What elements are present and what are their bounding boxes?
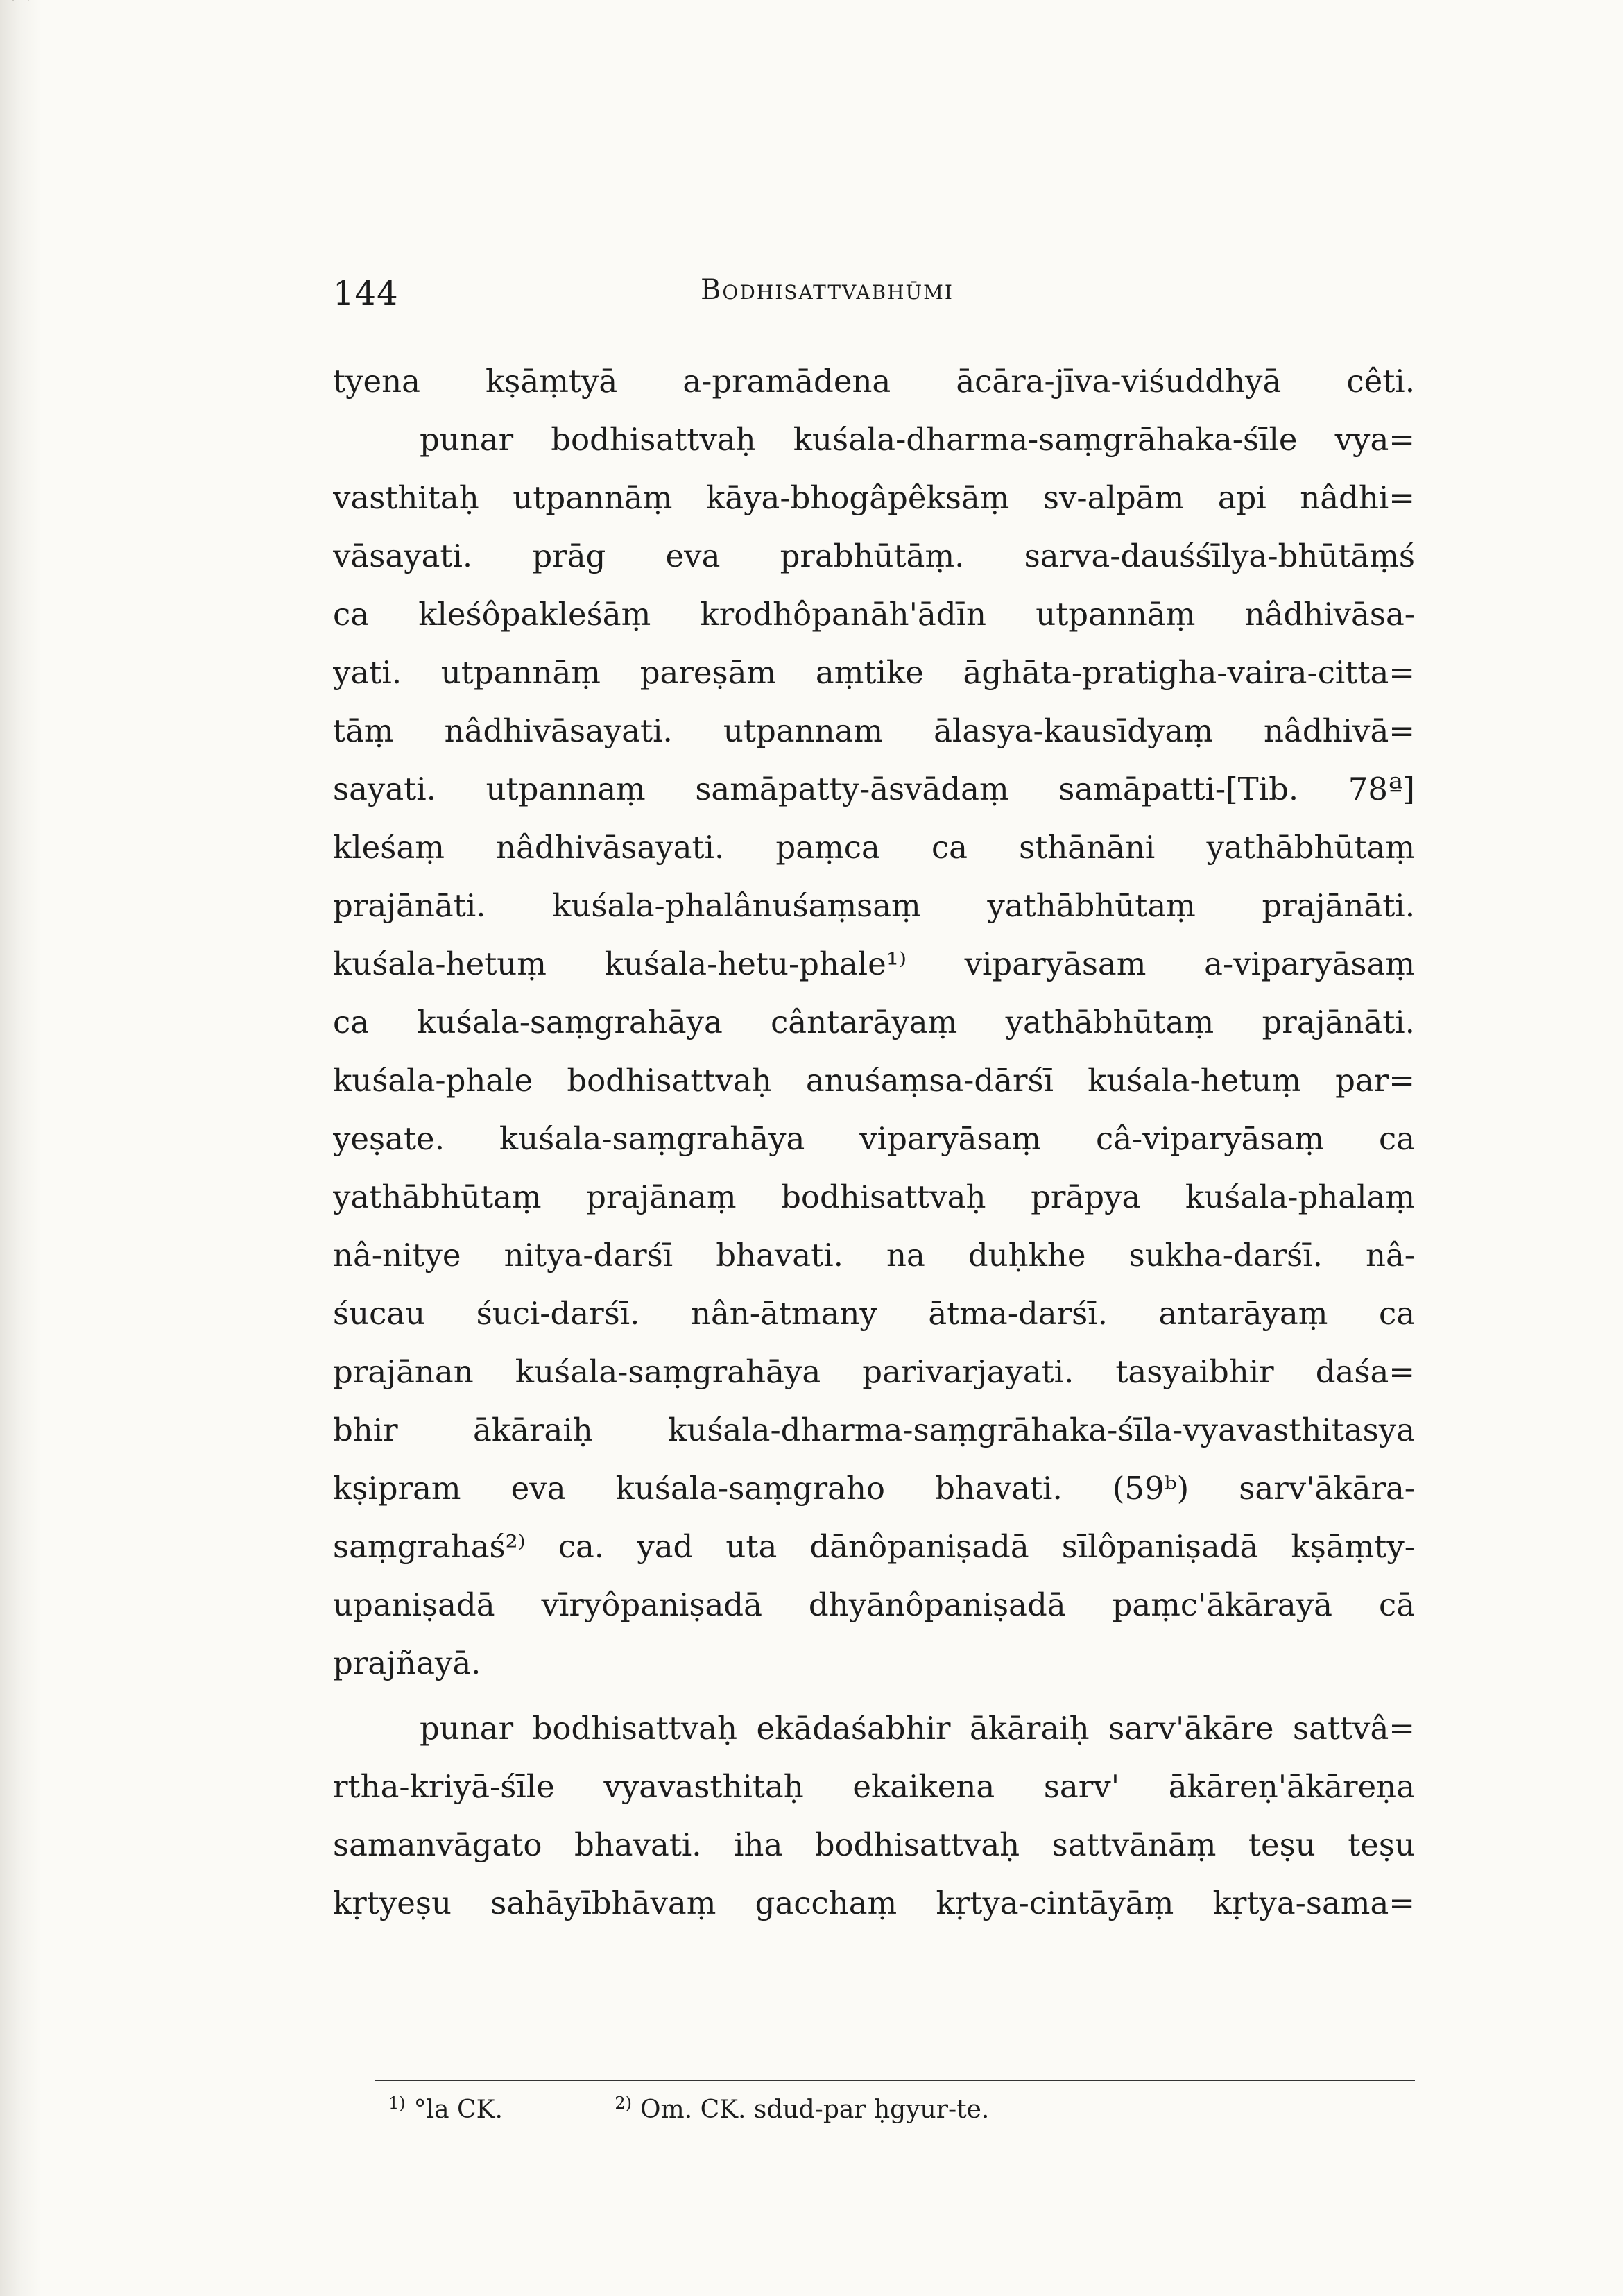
text-line: samanvāgato bhavati. iha bodhisattvaḥ sattvānāṃ teṣu teṣu [333, 1826, 1415, 1863]
text-line: prajānan kuśala-saṃgrahāya parivarjayati. tasyaibhir daśa= [333, 1353, 1415, 1390]
text-line: nâ-nitye nitya-darśī bhavati. na duḥkhe sukha-darśī. nâ- [333, 1237, 1415, 1274]
text-line: prajñayā. [333, 1645, 481, 1681]
footnote-divider [375, 2080, 1415, 2081]
text-line: kleśaṃ nâdhivāsayati. paṃca ca sthānāni yathābhūtaṃ [333, 829, 1415, 866]
running-head: Bodhisattvabhūmi [701, 274, 954, 306]
footnote-marker: 2) [615, 2093, 633, 2113]
gutter-line [28, 0, 29, 1]
footnote-2 [615, 2093, 989, 2124]
footnote-1 [388, 2093, 503, 2124]
text-line: yeṣate. kuśala-saṃgrahāya viparyāsaṃ câ-viparyāsaṃ ca [333, 1120, 1415, 1157]
gutter-line [12, 0, 14, 1]
body-text [333, 352, 1415, 1933]
text-line: bhir ākāraiḥ kuśala-dharma-saṃgrāhaka-śīla-vyavasthitasya [333, 1412, 1415, 1448]
text-line: punar bodhisattvaḥ ekādaśabhir ākāraiḥ sarv'ākāre sattvâ= [420, 1710, 1415, 1747]
text-line: kṛtyeṣu sahāyībhāvaṃ gacchaṃ kṛtya-cintāyāṃ kṛtya-sama= [333, 1885, 1415, 1921]
text-line: sayati. utpannaṃ samāpatty-āsvādaṃ samāpatti-[Tib. 78ª] [333, 771, 1415, 807]
text-line: upaniṣadā vīryôpaniṣadā dhyānôpaniṣadā paṃc'ākārayā cā [333, 1586, 1415, 1623]
text-line: ca kleśôpakleśāṃ krodhôpanāh'ādīn utpannāṃ nâdhivāsa- [333, 596, 1415, 633]
text-line: rtha-kriyā-śīle vyavasthitaḥ ekaikena sarv' ākāreṇ'ākāreṇa [333, 1768, 1415, 1805]
footnote-text: °la CK. [413, 2096, 503, 2124]
footnote-marker: 1) [388, 2093, 406, 2113]
page-header [333, 274, 1415, 323]
text-line: tāṃ nâdhivāsayati. utpannam ālasya-kausīdyaṃ nâdhivā= [333, 712, 1415, 749]
text-line: śucau śuci-darśī. nân-ātmany ātma-darśī. antarāyaṃ ca [333, 1295, 1415, 1332]
page-number: 144 [333, 274, 399, 313]
text-line: yathābhūtaṃ prajānaṃ bodhisattvaḥ prāpya kuśala-phalaṃ [333, 1179, 1415, 1215]
text-line: tyena kṣāṃtyā a-pramādena ācāra-jīva-viśuddhyā cêti. [333, 363, 1415, 400]
text-line: kṣipram eva kuśala-saṃgraho bhavati. (59ᵇ) sarv'ākāra- [333, 1470, 1415, 1507]
text-line: yati. utpannāṃ pareṣām aṃtike āghāta-pratigha-vaira-citta= [333, 654, 1415, 691]
text-line: kuśala-hetuṃ kuśala-hetu-phale¹⁾ viparyāsam a-viparyāsaṃ [333, 945, 1415, 982]
footnote-text: Om. CK. sdud-par ḥgyur-te. [640, 2096, 990, 2124]
text-line: vāsayati. prāg eva prabhūtāṃ. sarva-dauśśīlya-bhūtāṃś [333, 538, 1415, 574]
text-line: ca kuśala-saṃgrahāya cântarāyaṃ yathābhūtaṃ prajānāti. [333, 1004, 1415, 1040]
scan-gutter [0, 0, 42, 2296]
footnotes [388, 2093, 1415, 2124]
text-line: prajānāti. kuśala-phalânuśaṃsaṃ yathābhūtaṃ prajānāti. [333, 887, 1415, 924]
text-line: kuśala-phale bodhisattvaḥ anuśaṃsa-dārśī kuśala-hetuṃ par= [333, 1062, 1415, 1099]
text-line: saṃgrahaś²⁾ ca. yad uta dānôpaniṣadā sīlôpaniṣadā kṣāṃty- [333, 1528, 1415, 1565]
text-line: punar bodhisattvaḥ kuśala-dharma-saṃgrāhaka-śīle vya= [420, 421, 1415, 458]
text-line: vasthitaḥ utpannāṃ kāya-bhogâpêksāṃ sv-alpām api nâdhi= [333, 479, 1415, 516]
